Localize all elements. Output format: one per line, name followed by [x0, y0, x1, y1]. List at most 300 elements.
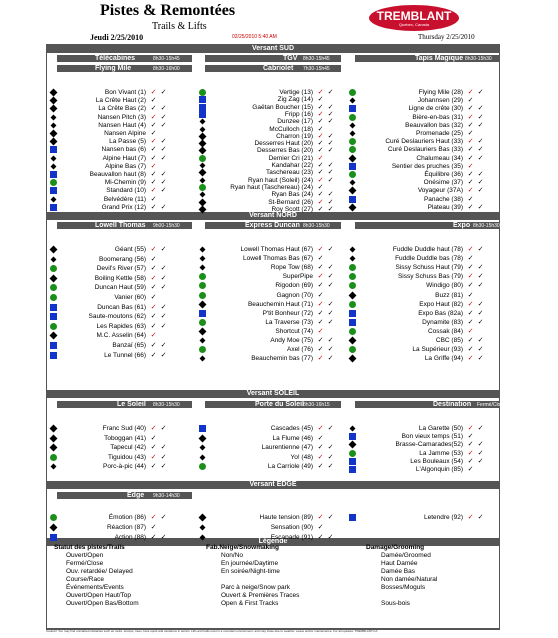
- lift-cabriolet: Cabriolet 7h30-15h45: [205, 65, 341, 72]
- groomed-check-icon: [477, 196, 484, 203]
- trail-name: Flying Mile (28): [418, 89, 463, 96]
- groomed-check-icon: [327, 292, 334, 299]
- easy-circle-icon: [199, 346, 206, 353]
- groomed-check-icon: ✓: [477, 282, 484, 290]
- trail-name: Boiling Kettle (58): [94, 274, 146, 282]
- lift-express-duncan: Express Duncan 8h30-15h30: [205, 222, 341, 229]
- intermediate-square-icon: [349, 310, 356, 317]
- trail-name: Nansen bas (6): [101, 146, 146, 154]
- trail-name: L'Algonquin (85): [415, 466, 463, 473]
- groomed-check-icon: ✓: [477, 179, 484, 187]
- trail-name: Nansen Pitch (3): [97, 113, 146, 121]
- open-check-icon: ✓: [150, 425, 157, 432]
- difficult-diamond-icon: [50, 444, 58, 452]
- difficult-diamond-icon: [50, 524, 58, 532]
- groomed-check-icon: ✓: [327, 355, 334, 363]
- trail-name: Sentier des pruches (35): [391, 162, 463, 170]
- difficult-diamond-icon: [200, 445, 206, 451]
- trail-name: Buzz (81): [435, 291, 463, 299]
- open-check-icon: ✓: [150, 313, 157, 321]
- lift-destination: Destination Fermé/Closed: [355, 401, 500, 408]
- trail-name: Vertige (13): [279, 89, 313, 96]
- tremblant-logo: TREMBLANT Quebec, Canada: [369, 5, 459, 31]
- intermediate-square-icon: [349, 105, 356, 112]
- trail-name: Nansen Alpine: [104, 130, 146, 137]
- groomed-check-icon: [160, 524, 167, 531]
- groomed-check-icon: ✓: [160, 425, 167, 432]
- open-check-icon: ✓: [467, 246, 474, 253]
- groomed-check-icon: ✓: [160, 322, 167, 330]
- open-check-icon: ✓: [467, 255, 474, 263]
- trail-row: [349, 245, 487, 254]
- groomed-check-icon: ✓: [327, 132, 334, 140]
- open-check-icon: ✓: [467, 89, 474, 96]
- trail-name: Ryan haut (Taschereau) (24): [230, 183, 313, 191]
- trail-row: [50, 351, 170, 360]
- trail-name: Expo Haut (82): [419, 300, 463, 308]
- trail-name: Kandahar (22): [271, 162, 313, 169]
- easy-circle-icon: [199, 282, 206, 289]
- trail-name: Dynamite (83): [422, 318, 463, 326]
- difficult-diamond-icon: [200, 265, 206, 271]
- difficult-diamond-icon: [350, 426, 356, 432]
- open-check-icon: ✓: [467, 466, 474, 473]
- open-check-icon: ✓: [467, 309, 474, 317]
- trail-name: Beauvallon haut (8): [89, 171, 146, 178]
- groomed-check-icon: ✓: [327, 273, 334, 281]
- open-check-icon: ✓: [150, 284, 157, 292]
- lift-flying-mile: Flying Mile 8h30-16h00: [57, 65, 192, 72]
- intermediate-square-icon: [199, 310, 206, 317]
- open-check-icon: ✓: [317, 147, 324, 155]
- lift-porte-du-soleil: Porte du Soleil 8h30-16h15: [205, 401, 341, 408]
- trail-row: [199, 434, 337, 443]
- groomed-check-icon: ✓: [327, 140, 334, 148]
- trail-name: Curé Deslauriers Bas (33): [387, 146, 463, 154]
- difficult-diamond-icon: [50, 246, 58, 254]
- legend: [46, 544, 500, 629]
- open-check-icon: ✓: [317, 198, 324, 206]
- open-check-icon: ✓: [467, 291, 474, 299]
- easy-circle-icon: [50, 514, 57, 521]
- groomed-check-icon: ✓: [160, 121, 167, 129]
- trail-name: La Carriole (49): [267, 463, 313, 471]
- open-check-icon: ✓: [150, 179, 157, 187]
- trail-name: Sissy Schuss Bas (79): [397, 273, 463, 281]
- open-check-icon: ✓: [150, 203, 157, 211]
- legend-entry: En journée/Daytime: [221, 560, 279, 567]
- open-check-icon: ✓: [150, 162, 157, 170]
- trail-row: [349, 263, 487, 272]
- groomed-check-icon: ✓: [160, 246, 167, 253]
- trail-row: [349, 327, 487, 336]
- easy-circle-icon: [199, 463, 206, 470]
- trail-row: [50, 255, 170, 264]
- open-check-icon: ✓: [317, 444, 324, 452]
- lift-edge: Edge 9h30-14h30: [57, 492, 192, 499]
- intermediate-square-icon: [50, 534, 57, 541]
- trail-name: Gaëtan Boucher (15): [252, 103, 313, 111]
- open-check-icon: ✓: [317, 96, 324, 104]
- groomed-check-icon: [160, 130, 167, 137]
- trail-name: Expo Bas (82a): [418, 309, 463, 317]
- groomed-check-icon: ✓: [327, 205, 334, 213]
- groomed-check-icon: ✓: [327, 463, 334, 471]
- legend-entry: Bosses/Moguls: [381, 584, 426, 591]
- groomed-check-icon: ✓: [327, 309, 334, 317]
- trail-row: [50, 303, 170, 312]
- open-check-icon: ✓: [317, 355, 324, 363]
- groomed-check-icon: ✓: [477, 318, 484, 326]
- open-check-icon: ✓: [467, 154, 474, 162]
- open-check-icon: ✓: [150, 332, 157, 340]
- trail-name: Standard (10): [106, 187, 146, 195]
- groomed-check-icon: ✓: [477, 187, 484, 195]
- difficult-diamond-icon: [350, 131, 356, 137]
- easy-circle-icon: [50, 265, 57, 272]
- trail-row: [199, 453, 337, 462]
- open-check-icon: ✓: [467, 433, 474, 441]
- trail-row: [349, 513, 487, 522]
- open-check-icon: ✓: [150, 130, 157, 137]
- difficult-diamond-icon: [51, 464, 57, 470]
- difficult-diamond-icon: [349, 291, 357, 299]
- groomed-check-icon: ✓: [160, 351, 167, 359]
- trail-name: Dunzee (17): [277, 118, 313, 126]
- intermediate-square-icon: [199, 425, 206, 432]
- legend-entry: Ouv. retardée/ Delayed: [66, 568, 133, 575]
- groomed-check-icon: ✓: [477, 449, 484, 457]
- date-timestamp: 02/25/2010 5:40 AM: [232, 34, 277, 40]
- trail-name: Beauchemin Haut (71): [247, 300, 313, 308]
- trail-row: [349, 272, 487, 281]
- trail-row: [199, 254, 337, 263]
- legend-entry: Sous-bois: [381, 600, 410, 607]
- difficult-diamond-icon: [50, 425, 58, 433]
- groomed-check-icon: ✓: [327, 198, 334, 206]
- groomed-check-icon: ✓: [160, 89, 167, 96]
- groomed-check-icon: [160, 163, 167, 170]
- trail-name: Ryan haut (Soleil) (24): [247, 176, 313, 184]
- easy-circle-icon: [349, 346, 356, 353]
- groomed-check-icon: ✓: [327, 346, 334, 354]
- easy-circle-icon: [349, 273, 356, 280]
- open-check-icon: ✓: [150, 154, 157, 162]
- trail-row: [349, 254, 487, 263]
- easy-circle-icon: [349, 171, 356, 178]
- trail-name: La Crête Bas (2): [98, 105, 146, 113]
- open-check-icon: ✓: [317, 246, 324, 253]
- easy-circle-icon: [349, 89, 356, 96]
- open-check-icon: ✓: [467, 449, 474, 457]
- easy-circle-icon: [199, 319, 206, 326]
- groomed-check-icon: ✓: [327, 103, 334, 111]
- trail-name: Beauchemin bas (77): [251, 355, 313, 363]
- easy-circle-icon: [349, 114, 356, 121]
- page-subtitle: Trails & Lifts: [152, 21, 207, 32]
- open-check-icon: ✓: [467, 273, 474, 281]
- open-check-icon: ✓: [467, 318, 474, 326]
- groomed-check-icon: ✓: [327, 162, 334, 169]
- groomed-check-icon: ✓: [477, 203, 484, 211]
- open-check-icon: ✓: [467, 187, 474, 195]
- trail-row: [50, 283, 170, 292]
- trail-name: Yo! (48): [290, 453, 313, 461]
- open-check-icon: ✓: [467, 97, 474, 105]
- groomed-check-icon: [477, 433, 484, 440]
- groomed-check-icon: ✓: [477, 89, 484, 96]
- legend-entry: Ouvert/Open Bas/Bottom: [66, 600, 139, 607]
- trail-name: Nansen Haut (4): [98, 121, 146, 129]
- open-check-icon: ✓: [317, 346, 324, 354]
- groomed-check-icon: ✓: [327, 118, 334, 126]
- groomed-check-icon: ✓: [327, 147, 334, 155]
- open-check-icon: ✓: [317, 125, 324, 133]
- groomed-check-icon: ✓: [327, 453, 334, 461]
- trail-row: [349, 465, 487, 474]
- trail-row: [50, 203, 170, 212]
- legend-entry: Ouvert & Premières Traces: [221, 592, 300, 599]
- intermediate-square-icon: [50, 342, 57, 349]
- open-check-icon: ✓: [317, 524, 324, 531]
- groomed-check-icon: ✓: [327, 246, 334, 253]
- trail-name: Charron (19): [276, 132, 313, 140]
- groomed-check-icon: [477, 130, 484, 137]
- groomed-check-icon: ✓: [160, 146, 167, 154]
- trail-name: La Griffe (94): [424, 355, 463, 363]
- trail-name: Le Tunnel (66): [104, 351, 146, 359]
- trail-row: [199, 345, 337, 354]
- section-sud: Versant SUD: [47, 45, 499, 53]
- trail-name: Escapade (91): [270, 534, 313, 541]
- groomed-check-icon: ✓: [160, 187, 167, 195]
- trail-row: [349, 336, 487, 345]
- open-check-icon: ✓: [467, 171, 474, 178]
- trail-row: [50, 274, 170, 283]
- lift-tgv: TGV 8h30-15h45: [205, 55, 341, 62]
- open-check-icon: ✓: [317, 273, 324, 281]
- open-check-icon: ✓: [317, 140, 324, 148]
- trail-row: [349, 309, 487, 318]
- trail-row: [199, 300, 337, 309]
- trail-name: Andy Moe (75): [270, 337, 313, 344]
- trail-name: Géant (55): [114, 246, 146, 253]
- open-check-icon: ✓: [150, 342, 157, 349]
- open-check-icon: ✓: [317, 110, 324, 118]
- trail-row: [199, 336, 337, 345]
- legend-grooming-title: Damage/Grooming: [366, 544, 425, 551]
- open-check-icon: ✓: [467, 179, 474, 187]
- groomed-check-icon: ✓: [477, 337, 484, 344]
- groomed-check-icon: [160, 196, 167, 203]
- difficult-diamond-icon: [199, 205, 207, 213]
- trail-name: Johannsen (29): [417, 97, 463, 105]
- open-check-icon: ✓: [150, 138, 157, 146]
- groomed-check-icon: ✓: [477, 514, 484, 521]
- easy-circle-icon: [349, 301, 356, 308]
- groomed-check-icon: ✓: [327, 282, 334, 290]
- groomed-check-icon: [327, 435, 334, 442]
- open-check-icon: ✓: [467, 282, 474, 290]
- groomed-check-icon: [477, 255, 484, 262]
- trail-name: Banzaï (65): [112, 342, 146, 349]
- intermediate-square-icon: [50, 204, 57, 211]
- difficult-diamond-icon: [200, 535, 206, 541]
- groomed-check-icon: ✓: [327, 191, 334, 199]
- trail-row: [199, 263, 337, 272]
- trail-name: Taschereau (23): [266, 169, 313, 177]
- open-check-icon: ✓: [150, 534, 157, 541]
- trail-name: Desserres Haut (20): [254, 140, 313, 148]
- open-check-icon: ✓: [150, 434, 157, 442]
- groomed-check-icon: [477, 163, 484, 170]
- trail-name: Fuddle Duddle haut (78): [392, 246, 463, 253]
- trail-name: Réaction (87): [106, 524, 146, 531]
- difficult-diamond-icon: [50, 434, 58, 442]
- trail-name: Boomerang (56): [99, 255, 146, 263]
- trail-row: [50, 312, 170, 321]
- trail-row: [50, 245, 170, 254]
- groomed-check-icon: ✓: [160, 105, 167, 113]
- easy-circle-icon: [349, 450, 356, 457]
- trail-row: [50, 523, 170, 532]
- trail-row: [349, 354, 487, 363]
- trail-name: Shortcut (74): [275, 327, 313, 335]
- trail-name: La Jamme (53): [419, 449, 463, 457]
- difficult-diamond-icon: [51, 256, 57, 262]
- open-check-icon: ✓: [317, 191, 324, 199]
- open-check-icon: ✓: [317, 89, 324, 96]
- open-check-icon: ✓: [467, 457, 474, 465]
- trail-name: Letendre (92): [423, 514, 463, 521]
- intermediate-square-icon: [349, 196, 356, 203]
- legend-entry: Damée Bas: [381, 568, 415, 575]
- trail-row: [50, 322, 170, 331]
- trail-name: Franc Sud (40): [102, 425, 146, 432]
- trail-row: [50, 443, 170, 452]
- trail-name: Vanier (60): [114, 294, 146, 301]
- easy-circle-icon: [199, 292, 206, 299]
- trail-name: Saute-moutons (62): [88, 313, 146, 321]
- section-legend: Légende: [47, 538, 499, 546]
- difficult-diamond-icon: [349, 203, 357, 211]
- groomed-check-icon: ✓: [160, 313, 167, 321]
- trail-row: [199, 281, 337, 290]
- intermediate-square-icon: [349, 433, 356, 440]
- open-check-icon: ✓: [317, 434, 324, 442]
- trail-name: Bon vieux temps (51): [401, 433, 463, 441]
- groomed-check-icon: [327, 328, 334, 335]
- groomed-check-icon: ✓: [160, 284, 167, 292]
- open-check-icon: ✓: [317, 300, 324, 308]
- open-check-icon: ✓: [150, 463, 157, 471]
- trail-name: Fripp (16): [284, 110, 313, 118]
- open-check-icon: ✓: [150, 113, 157, 121]
- groomed-check-icon: ✓: [477, 171, 484, 178]
- open-check-icon: ✓: [150, 514, 157, 521]
- easy-circle-icon: [50, 294, 57, 301]
- intermediate-square-icon: [349, 514, 356, 521]
- legend-entry: Open & First Tracks: [221, 600, 279, 607]
- difficult-diamond-icon: [350, 98, 356, 104]
- trail-name: La Traverse (73): [265, 318, 313, 326]
- date-french: Jeudi 2/25/2010: [90, 33, 144, 42]
- open-check-icon: ✓: [150, 187, 157, 195]
- trail-row: [50, 462, 170, 471]
- open-check-icon: ✓: [317, 534, 324, 541]
- open-check-icon: ✓: [150, 453, 157, 461]
- open-check-icon: ✓: [317, 162, 324, 169]
- section-edge: Versant EDGE: [47, 481, 499, 489]
- difficult-diamond-icon: [199, 434, 207, 442]
- trail-name: Haute tension (89): [259, 514, 313, 521]
- legend-entry: Fermé/Close: [66, 560, 104, 567]
- trail-name: Les Rapides (63): [96, 322, 146, 330]
- trail-name: Desserres Bas (20): [257, 147, 313, 155]
- open-check-icon: ✓: [317, 118, 324, 126]
- trail-row: [349, 203, 487, 212]
- open-check-icon: ✓: [150, 146, 157, 154]
- trail-name: Lowell Thomas Bas (67): [243, 255, 313, 263]
- trail-row: [199, 424, 337, 433]
- legend-entry: Damée/Groomed: [381, 552, 431, 559]
- open-check-icon: ✓: [467, 264, 474, 272]
- difficult-diamond-icon: [200, 356, 206, 362]
- trail-row: [50, 293, 170, 302]
- groomed-check-icon: ✓: [160, 203, 167, 211]
- disclaimer: Caution! You may find unmarked obstacles such as rocks, stumps, trees, bare spots and variations in terrain. Lifts and trails exist in a mountain environment, and may close due to weather. Leave and/or maintenance. For all updates: TREMBLANT.CA: [46, 629, 500, 636]
- easy-circle-icon: [50, 454, 57, 461]
- difficult-diamond-icon: [199, 514, 207, 522]
- groomed-check-icon: ✓: [327, 425, 334, 432]
- difficult-diamond-icon: [51, 155, 57, 161]
- difficult-diamond-icon: [50, 332, 58, 340]
- trail-name: Émotion (86): [108, 514, 146, 521]
- trail-name: La Garette (50): [418, 425, 463, 432]
- open-check-icon: ✓: [467, 162, 474, 170]
- groomed-check-icon: ✓: [160, 514, 167, 521]
- difficult-diamond-icon: [349, 337, 357, 345]
- lift-tapis-magique: Tapis Magique 8h30-15h30: [355, 55, 500, 62]
- trail-row: [199, 205, 337, 214]
- difficult-diamond-icon: [349, 355, 357, 363]
- groomed-check-icon: [160, 256, 167, 263]
- groomed-check-icon: ✓: [477, 113, 484, 121]
- trail-row: [349, 281, 487, 290]
- lift-lowell-thomas: Lowell Thomas 9h00-15h30: [57, 222, 192, 229]
- groomed-check-icon: [477, 466, 484, 473]
- groomed-check-icon: [160, 435, 167, 442]
- intermediate-square-icon: [349, 466, 356, 473]
- open-check-icon: ✓: [317, 282, 324, 290]
- trail-name: P'tit Bonheur (72): [262, 309, 313, 317]
- difficult-diamond-icon: [350, 256, 356, 262]
- trail-row: [199, 291, 337, 300]
- difficult-diamond-icon: [350, 122, 356, 128]
- groomed-check-icon: ✓: [160, 154, 167, 162]
- trail-name: Duncan Bas (61): [97, 303, 146, 311]
- groomed-check-icon: ✓: [160, 179, 167, 187]
- groomed-check-icon: ✓: [477, 300, 484, 308]
- trail-name: Beauvallon bas (32): [405, 121, 463, 129]
- easy-circle-icon: [50, 323, 57, 330]
- groomed-check-icon: ✓: [160, 303, 167, 311]
- trail-row: [199, 245, 337, 254]
- difficult-diamond-icon: [50, 274, 58, 282]
- groomed-check-icon: [327, 255, 334, 262]
- trail-row: [199, 272, 337, 281]
- groomed-check-icon: [477, 328, 484, 335]
